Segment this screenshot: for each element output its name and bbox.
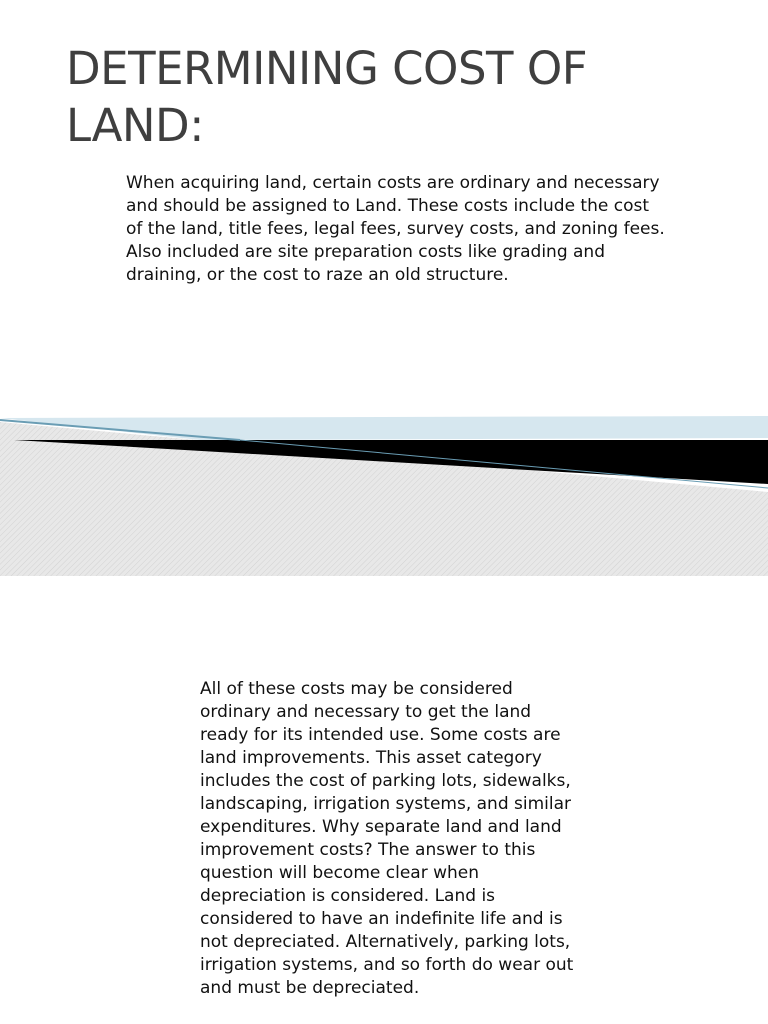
slide-body-text-2: All of these costs may be considered ordinary and necessary to get the land ready for its intended use. Some costs are land improvements. This asset category includes the cost of parking lots, sidewalks, landscaping, irrigation systems, and similar expenditures. Why separate land and land improvement costs? The answer to this question will become clear when depreciation is considered. Land is considered to have an indefinite life and is not depreciated. Alternatively, parking lots, irrigation systems, and so forth do wear out and must be depreciated. [200, 679, 574, 998]
slide-title: DETERMINING COST OF LAND: [66, 42, 588, 152]
slide-decorative-band [0, 400, 768, 576]
slide-body-text: When acquiring land, certain costs are ordinary and necessary and should be assigned to Land. These costs include the cost of the land, title fees, legal fees, survey costs, and zoning fees. Also included are site preparation costs like grading and draining, or the cost to raze an old structure. [126, 173, 665, 285]
